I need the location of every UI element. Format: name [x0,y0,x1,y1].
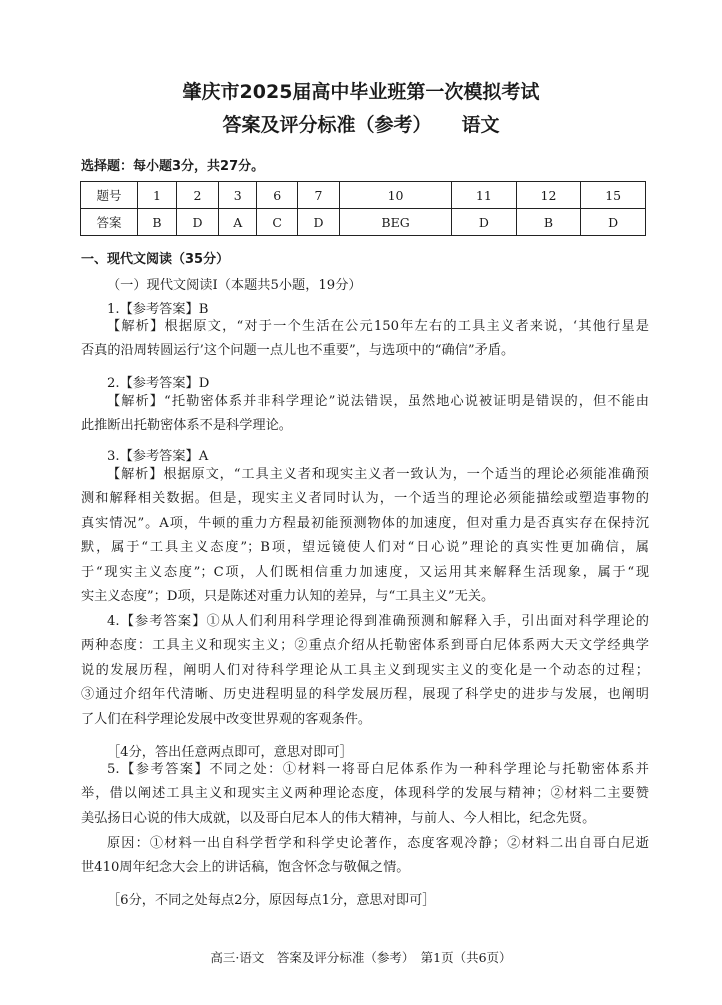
table-cell-answer: D [581,209,646,236]
table-cell-answer: C [257,209,297,236]
page-footer: 高三·语文 答案及评分标准（参考） 第1页（共6页） [210,950,512,965]
table-cell-answer: BEG [340,209,452,236]
table-cell-number: 1 [138,182,177,209]
text-line: 【解析】根据原文，“对于一个生活在公元150年左右的工具主义者来说，‘其他行星是 [107,319,649,334]
text-line: 默，属于“工具主义态度”；B项，望远镜使人们对“日心说”理论的真实性更加确信，属 [81,540,649,556]
q1-analysis [81,315,649,364]
table-cell-answer: B [138,209,177,236]
table-row-answers [81,209,646,236]
text-line: 5.【参考答案】不同之处：①材料一将哥白尼体系作为一种科学理论与托勒密体系并 [107,762,649,777]
q3-analysis [81,463,649,609]
table-row-numbers [81,182,646,209]
text-line: ③通过介绍年代清晰、历史进程明显的科学发展历程，展现了科学史的进步与发展，也阐明 [81,687,649,703]
choice-heading: 选择题：每小题3分，共27分。 [81,159,265,174]
subject-label: 语文 [461,114,500,136]
text-line: 了人们在科学理论发展中改变世界观的客观条件。 [81,711,372,727]
table-header-label: 题号 [81,182,138,209]
q2-analysis [81,390,649,439]
text-line: 真实情况”。A项，牛顿的重力方程最初能预测物体的加速度，但对重力是否真实存在保持沉 [81,515,649,531]
text-line: 美弘扬日心说的伟大成就，以及哥白尼本人的伟大精神，与前人、今人相比，纪念先贤。 [81,810,596,826]
q5-answer [81,758,649,831]
text-line: 实主义态度”；D项，只是陈述对重力认知的差异，与“工具主义”无关。 [81,589,495,605]
q5-reason [81,832,649,881]
exam-title: 肇庆市2025届高中毕业班第一次模拟考试 [182,81,540,103]
table-cell-number: 15 [581,182,646,209]
section-heading: 一、现代文阅读（35分） [81,252,230,267]
table-cell-answer: D [176,209,218,236]
text-line: 测和解释相关数据。但是，现实主义者同时认为，一个适当的理论必须能描绘或塑造事物的 [81,491,649,507]
table-cell-number: 6 [257,182,297,209]
text-line: 原因：①材料一出自科学哲学和科学史论著作，态度客观冷静；②材料二出自哥白尼逝 [107,836,649,851]
table-cell-number: 10 [340,182,452,209]
answer-table [80,181,646,236]
q4-answer [81,610,649,732]
table-cell-number: 3 [219,182,257,209]
exam-subtitle [0,110,722,137]
text-line: 举，借以阐述工具主义和现实主义两种理论态度，体现科学的发展与精神；②材料二主要赞 [81,786,649,802]
text-line: 此推断出托勒密体系不是科学理论。 [81,418,292,434]
table-cell-answer: B [516,209,581,236]
answer-standard-label: 答案及评分标准（参考） [222,114,432,136]
table-answer-label: 答案 [81,209,138,236]
table-cell-number: 7 [297,182,339,209]
q5-scoring: ［6分，不同之处每点2分，原因每点1分，意思对即可］ [107,893,436,908]
table-cell-number: 2 [176,182,218,209]
q3-answer: 3.【参考答案】A [107,449,209,464]
text-line: 两种态度：工具主义和现实主义；②重点介绍从托勒密体系到哥白尼体系两大天文学经典学 [81,638,649,654]
text-line: 说的发展历程，阐明人们对待科学理论从工具主义到现实主义的变化是一个动态的过程； [81,662,649,678]
text-line: 否真的沿周转圆运行’这个问题一点儿也不重要”，与选项中的“确信”矛盾。 [81,343,515,359]
table-cell-answer: D [297,209,339,236]
text-line: 【解析】“托勒密体系并非科学理论”说法错误，虽然地心说被证明是错误的，但不能由 [107,394,649,409]
table-cell-number: 12 [516,182,581,209]
q2-answer: 2.【参考答案】D [107,376,210,391]
table-cell-answer: D [452,209,517,236]
table-cell-number: 11 [452,182,517,209]
text-line: 【解析】根据原文，“工具主义者和现实主义者一致认为，一个适当的理论必须能准确预 [107,467,649,482]
q4-scoring: ［4分，答出任意两点即可，意思对即可］ [107,745,353,760]
table-cell-answer: A [219,209,257,236]
text-line: 4.【参考答案】①从人们利用科学理论得到准确预测和解释入手，引出面对科学理论的 [107,614,649,629]
text-line: 世410周年纪念大会上的讲话稿，饱含怀念与敬佩之情。 [81,860,410,876]
sub-section-heading: （一）现代文阅读Ⅰ（本题共5小题，19分） [107,278,362,293]
text-line: 于“现实主义态度”；C项，人们既相信重力加速度，又运用其来解释生活现象，属于“现 [81,564,649,580]
q1-answer: 1.【参考答案】B [107,302,209,317]
